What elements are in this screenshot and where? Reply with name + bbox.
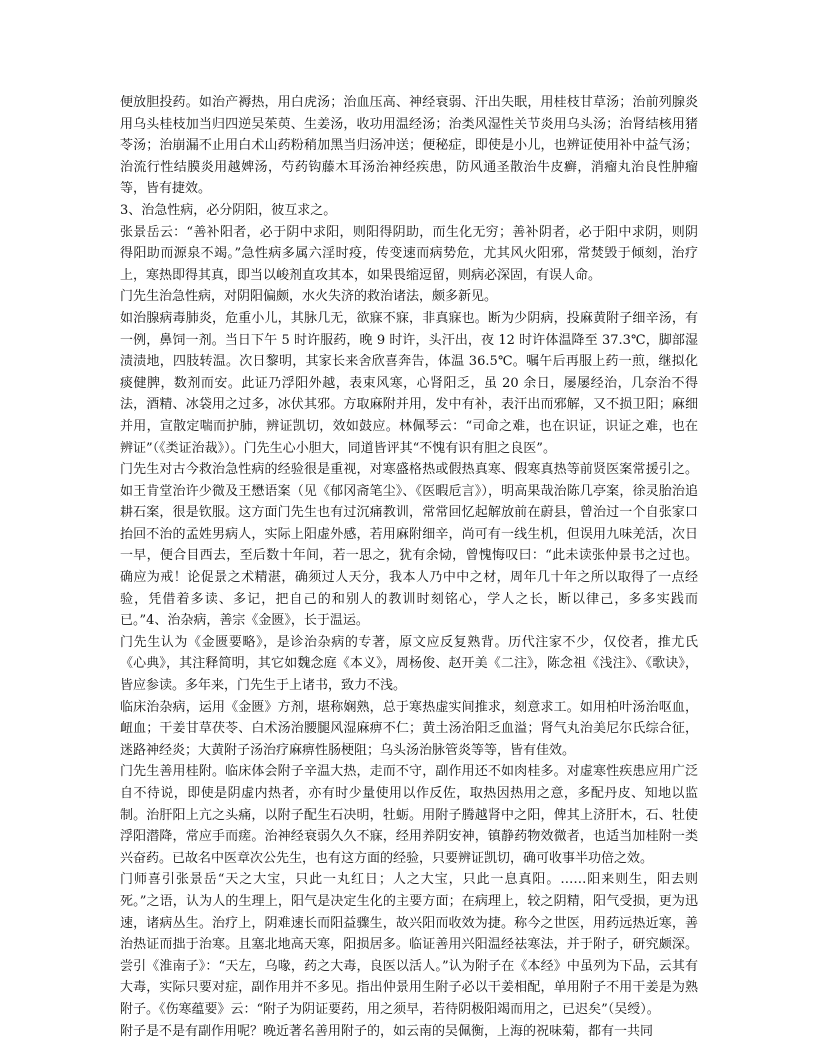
paragraph-jingui-study: 门先生认为《金匮要略》，是诊治杂病的专著，原文应反复熟背。历代注家不少，仅佼者，推尤氏《心典》，其注释简明，其它如魏念庭《本义》，周杨俊、赵开美《二注》，陈念祖《浅注》、《歌诀》，皆应参读。多年来，门先生于上诸书，致力不浅。 xyxy=(120,634,698,694)
document-page xyxy=(120,92,698,1042)
paragraph-men-acute-views: 门先生治急性病，对阴阳偏颇，水火失济的救治诸法，颇多新见。 xyxy=(120,289,498,305)
paragraph-aconite-side-effects: 附子是不是有副作用呢？晚近著名善用附子的，如云南的吴佩衡，上海的祝味菊，都有一共同 xyxy=(120,1023,654,1039)
paragraph-yang-qi-theory: 门师喜引张景岳“天之大宝，只此一丸红日；人之大宝，只此一息真阳。……阳来则生，阳去则死。”之语，认为人的生理上，阳气是决定生化的主要方面；在病理上，较之阴精，阳气受损，更为迅速，诸病丛生。治疗上，阴难速长而阳益骤生，故兴阳而收效为捷。称今之世医，用药远热近寒，善治热证而拙于治寒。且塞北地高天寒，阳损居多。临证善用兴阳温经祛寒法，并于附子，研究颇深。尝引《淮南子》：“天左，乌喙，药之大毒，良医以活人。”认为附子在《本经》中虽列为下品，云其有大毒，实际只要对症，副作用并不多见。指出仲景用生附子必以干姜相配，单用附子不用干姜是为熟附子。《伤寒蕴要》云：“附子为阴证要药，用之须早，若待阴极阳竭而用之，已迟矣”（吴绶）。 xyxy=(120,872,698,1017)
paragraph-classic-case-lessons: 门先生对古今救治急性病的经验很是重视，对寒盛格热或假热真寒、假寒真热等前贤医案常援引之。如王肯堂治许少微及王懋语案（见《郁冈斋笔尘》、《医暇卮言》），明高果哉治陈几亭案，徐灵胎治追耕石案，很是钦服。这方面门先生也有过沉痛教训，常常回忆起解放前在蔚县，曾治过一个自张家口抬回不治的孟姓男病人，实际上阳虚外感，若用麻附细辛，尚可有一线生机，但误用九味羌活，次日一早，便合目西去，至后数十年间，若一思之，犹有余恸，曾愧悔叹曰：“此未读张仲景书之过也。确应为戒！论促景之术精湛，确须过人天分，我本人乃中中之材，周年几十年之所以取得了一点经验，凭借着多读、多记，把自己的和别人的教训时刻铭心，学人之长，断以律己，多多实践而已。”4、治杂病，善宗《金匮》，长于温运。 xyxy=(120,462,698,629)
paragraph-jingui-clinical-use: 临床治杂病，运用《金匮》方剂，堪称娴熟，总于寒热虚实间推求，刻意求工。如用柏叶汤治呕血，衄血；干姜甘草茯苓、白术汤治腰腿风湿麻痹不仁；黄土汤治阳乏血溢；肾气丸治美尼尔氏综合征，迷路神经炎；大黄附子汤治疗麻痹性肠梗阻；乌头汤治脉管炎等等，皆有佳效。 xyxy=(120,699,698,758)
paragraph-adenovirus-pneumonia-case: 如治腺病毒肺炎，危重小儿，其脉几无，欲寐不寐，非真寐也。断为少阴病，投麻黄附子细辛汤，有一例，鼻饲一剂。当日下午 5 时许服药，晚 9 时许，头汗出，夜 12 时许体温降至 37.3℃，脚部湿渍渍地，四肢转温。次日黎明，其家长来舍欣喜奔告，体温 36.5℃。嘱午后再服上药一煎，继拟化痰健脾，数剂而安。此证乃浮阳外越，表束风寒，心肾阳乏，虽 20 余日，屡屡经治，几奈治不得法，酒精、冰袋用之过多，冰伏其邪。方取麻附并用，发中有补，表汗出而邪解，又不损卫阳；麻细并用，宣散定喘而护肺，辨证凯切，效如鼓应。林佩琴云：“司命之难，也在识证，识证之难，也在辨证”（《类证治裁》）。门先生心小胆大，同道皆评其“不愧有识有胆之良医”。 xyxy=(120,310,698,456)
paragraph-formula-cases: 便放胆投药。如治产褥热，用白虎汤；治血压高、神经衰弱、汗出失眠，用桂枝甘草汤；治前列腺炎用乌头桂枝加当归四逆吴茱萸、生姜汤，收功用温经汤；治类风湿性关节炎用乌头汤；治肾结核用猪苓汤；治崩漏不止用白术山药粉稍加黑当归汤冲送；便秘症，即使是小儿，也辨证使用补中益气汤；治流行性结膜炎用越婢汤，芍药钩藤木耳汤治神经疾患，防风通圣散治牛皮癣，消瘤丸治良性肿瘤等，皆有捷效。 xyxy=(120,95,698,197)
paragraph-zhang-jingyue-quote: 张景岳云：“善补阳者，必于阴中求阳，则阳得阴助，而生化无穷；善补阴者，必于阳中求阴，则阴得阳助而源泉不竭。”急性病多属六淫时疫，传变速而病势危，尤其风火阳邪，常焚毁于倾刻，治疗上，寒热即得其真，即当以峻剂直攻其本，如果畏缩逗留，则病必深固，有误人命。 xyxy=(120,224,698,283)
paragraph-cinnamon-aconite-use: 门先生善用桂附。临床体会附子辛温大热，走而不守，副作用还不如肉桂多。对虚寒性疾患应用广泛自不待说，即使是阴虚内热者，亦有时少量使用以作反佐，取热因热用之意，多配丹皮、知地以监制。治肝阳上亢之头痛，以附子配生石决明，牡蛎。用附子腾越肾中之阳，俾其上济肝木，石、牡使浮阳潜降，常应手而瘥。治神经衰弱久久不寐，经用养阴安神，镇静药物效微者，也适当加桂附一类兴奋药。已故名中医章次公先生，也有这方面的经验，只要辨证凯切，确可收事半功倍之效。 xyxy=(120,764,698,866)
section-heading-acute-disease: 3、治急性病，必分阴阳，彼互求之。 xyxy=(120,202,337,218)
